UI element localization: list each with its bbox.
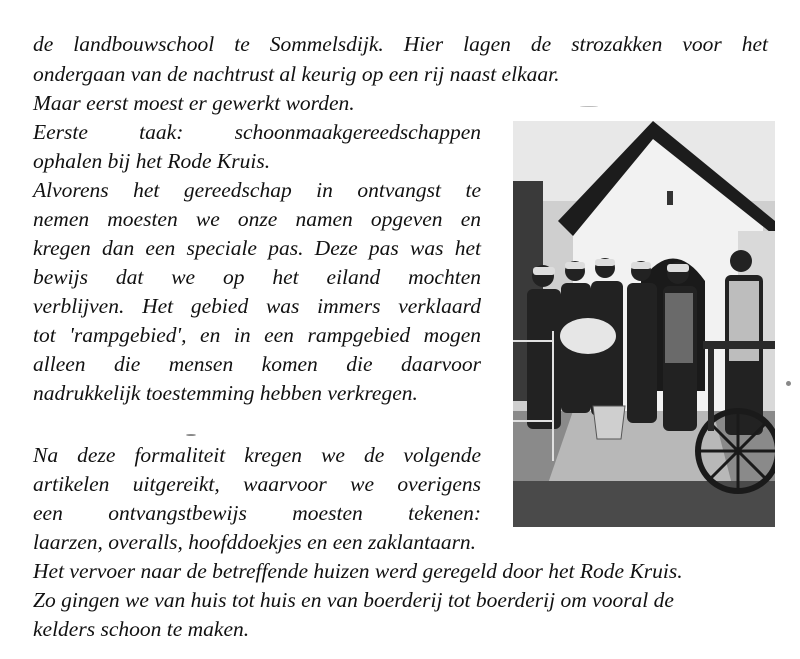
text-line: tot 'rampgebied', en in een rampgebied mogen: [33, 323, 481, 347]
text-line: nemen moesten we onze namen opgeven en: [33, 207, 481, 231]
text-line: de landbouwschool te Sommelsdijk. Hier lagen de strozakken voor het: [33, 32, 768, 56]
text-line: Na deze formaliteit kregen we de volgende: [33, 443, 481, 467]
group-photo: [513, 121, 775, 527]
text-line: kregen dan een speciale pas. Deze pas was het: [33, 236, 481, 260]
text-line: nadrukkelijk toestemming hebben verkregen.: [33, 381, 418, 405]
text-line: Maar eerst moest er gewerkt worden.: [33, 91, 355, 115]
scan-speck: [186, 434, 196, 436]
text-line: laarzen, overalls, hoofddoekjes en een zaklantaarn.: [33, 530, 477, 554]
scan-speck: [786, 381, 791, 386]
text-line: kelders schoon te maken.: [33, 617, 250, 641]
text-line: Alvorens het gereedschap in ontvangst te: [33, 178, 481, 202]
text-line: bewijs dat we op het eiland mochten: [33, 265, 481, 289]
text-line: Eerste taak: schoonmaakgereedschappen: [33, 120, 481, 144]
text-line: alleen die mensen komen die daarvoor: [33, 352, 481, 376]
text-line: verblijven. Het gebied was immers verklaard: [33, 294, 481, 318]
text-line: ophalen bij het Rode Kruis.: [33, 149, 271, 173]
text-line: artikelen uitgereikt, waarvoor we overigens: [33, 472, 481, 496]
text-line: Zo gingen we van huis tot huis en van boerderij tot boerderij om vooral de: [33, 588, 674, 612]
text-line: ondergaan van de nachtrust al keurig op een rij naast elkaar.: [33, 62, 560, 86]
photo-drawing: [513, 121, 775, 527]
text-line: een ontvangstbewijs moesten tekenen:: [33, 501, 481, 525]
scan-speck: [580, 106, 598, 107]
text-line: Het vervoer naar de betreffende huizen werd geregeld door het Rode Kruis.: [33, 559, 683, 583]
